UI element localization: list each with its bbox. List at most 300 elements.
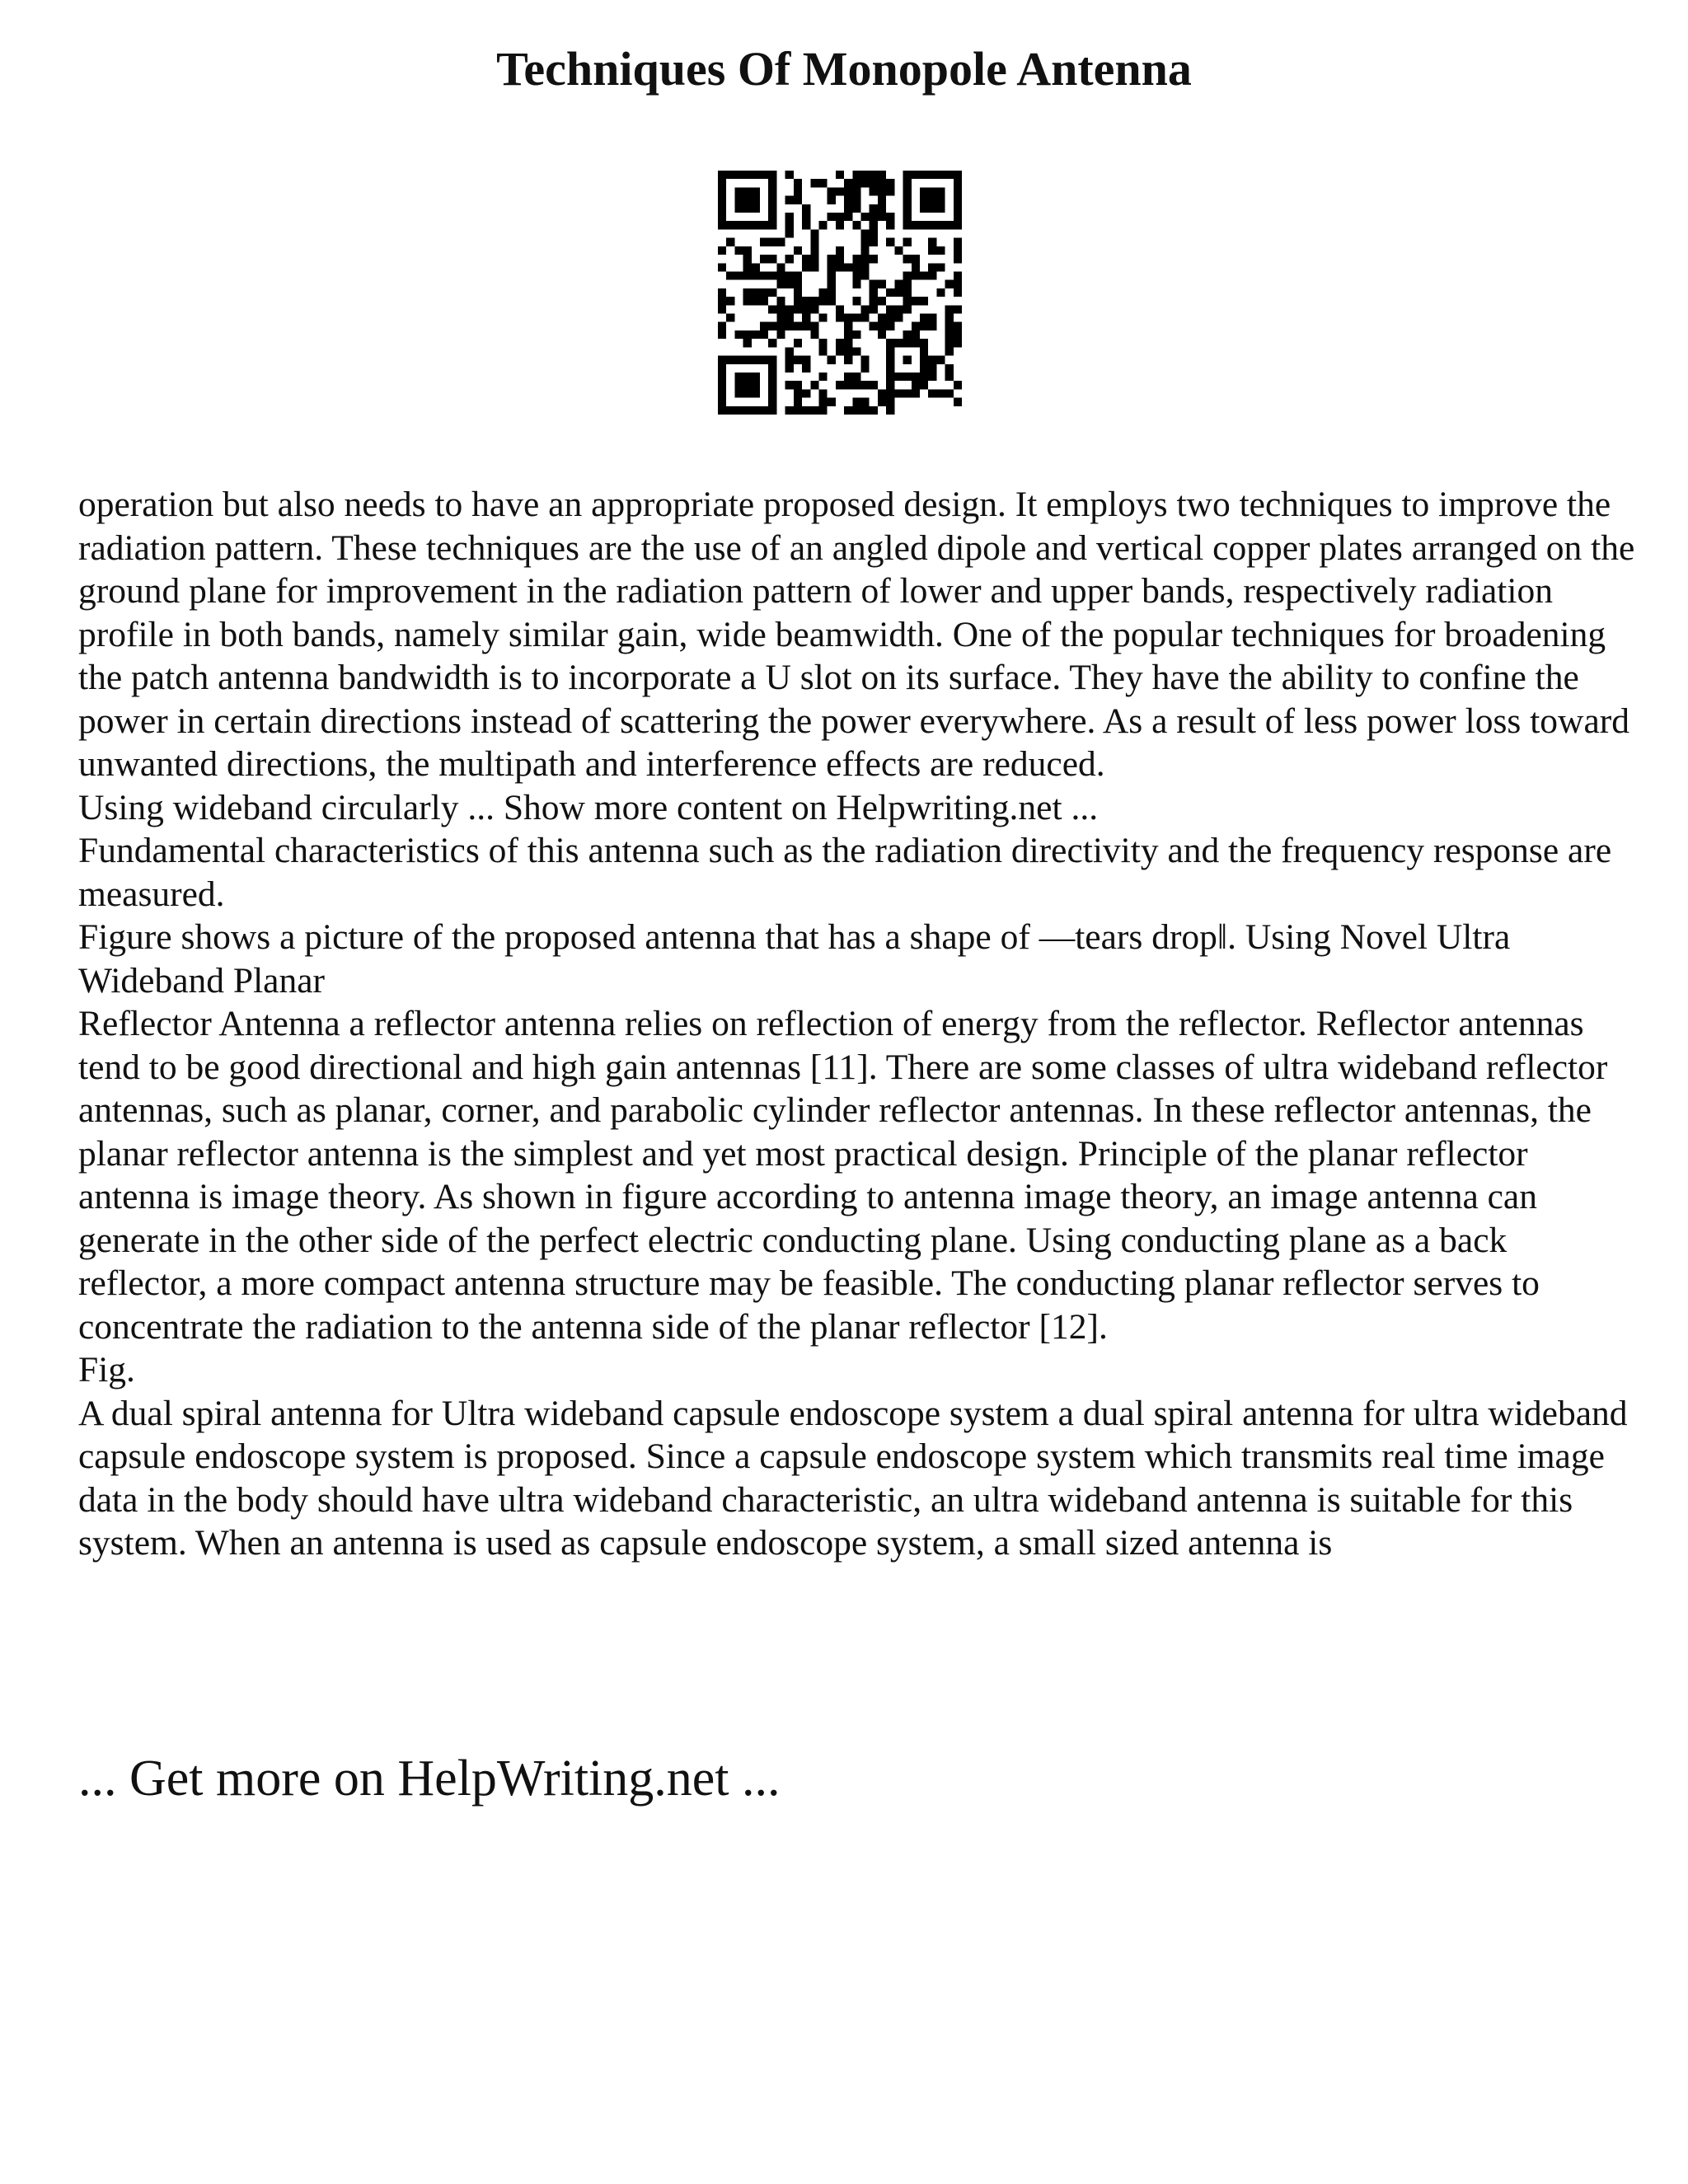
qr-module (768, 187, 776, 195)
qr-module (928, 196, 936, 204)
qr-module (844, 406, 852, 415)
qr-module (743, 271, 752, 279)
qr-module (870, 204, 878, 213)
qr-module (870, 381, 878, 389)
qr-module (912, 373, 920, 381)
qr-module (878, 322, 886, 330)
qr-module (718, 389, 726, 397)
qr-module (734, 271, 743, 279)
paragraph-show-more: Using wideband circularly ... Show more content on Helpwriting.net ... (78, 787, 1099, 827)
qr-module (718, 305, 726, 313)
qr-module (870, 280, 878, 288)
qr-module (810, 305, 818, 313)
qr-module (818, 288, 827, 297)
qr-module (828, 213, 836, 221)
qr-module (878, 196, 886, 204)
qr-module (752, 389, 760, 397)
qr-module (818, 221, 827, 229)
qr-module (878, 297, 886, 305)
qr-module (861, 271, 870, 279)
qr-module (886, 305, 894, 313)
qr-module (886, 373, 894, 381)
qr-module (734, 373, 743, 381)
qr-module (760, 271, 768, 279)
qr-module (828, 356, 836, 364)
qr-module (844, 314, 852, 322)
qr-module (794, 406, 802, 415)
qr-module (836, 246, 844, 255)
qr-module (928, 263, 936, 271)
qr-module (828, 297, 836, 305)
qr-module (954, 179, 962, 187)
qr-module (936, 221, 945, 229)
qr-module (726, 171, 734, 179)
qr-module (818, 398, 827, 406)
qr-module (870, 305, 878, 313)
qr-module (920, 356, 928, 364)
qr-module (844, 347, 852, 355)
qr-module (768, 271, 776, 279)
qr-module (878, 280, 886, 288)
qr-module (794, 389, 802, 397)
qr-module (886, 406, 894, 415)
qr-module (928, 356, 936, 364)
qr-module (776, 322, 785, 330)
qr-module (768, 171, 776, 179)
qr-module (920, 322, 928, 330)
qr-module (810, 246, 818, 255)
qr-module (760, 171, 768, 179)
document-title: Techniques Of Monopole Antenna (496, 42, 1192, 96)
qr-module (954, 187, 962, 195)
qr-module (828, 271, 836, 279)
qr-module (945, 347, 954, 355)
qr-module (752, 221, 760, 229)
qr-module (734, 221, 743, 229)
qr-module (912, 221, 920, 229)
qr-module (936, 196, 945, 204)
qr-module (912, 339, 920, 347)
qr-module (768, 389, 776, 397)
qr-module (810, 238, 818, 246)
qr-module (936, 187, 945, 195)
paragraph-dual-spiral: A dual spiral antenna for Ultra wideband capsule endoscope system a dual spiral antenna for ultra wideband capsule endoscope system is proposed. Since a capsule endoscope system which transmits real time image data in the body should have ultra wideband characteristic, an ultra wideband antenna is suitable for this system. When an antenna is used as capsule endoscope system, a small sized antenna is (78, 1393, 1628, 1563)
qr-module (718, 406, 726, 415)
qr-module (776, 330, 785, 339)
qr-module (828, 398, 836, 406)
qr-module (836, 381, 844, 389)
qr-module (776, 314, 785, 322)
qr-module (903, 221, 912, 229)
qr-module (802, 221, 810, 229)
qr-module (844, 213, 852, 221)
qr-module (894, 373, 903, 381)
qr-module (752, 381, 760, 389)
qr-module (794, 381, 802, 389)
qr-module (852, 314, 860, 322)
qr-module (743, 381, 752, 389)
qr-module (718, 196, 726, 204)
qr-module (718, 356, 726, 364)
qr-module (886, 356, 894, 364)
qr-module (954, 246, 962, 255)
qr-module (894, 288, 903, 297)
qr-module (844, 196, 852, 204)
qr-module (785, 229, 794, 237)
qr-module (920, 347, 928, 355)
qr-module (785, 305, 794, 313)
qr-module (920, 339, 928, 347)
qr-module (828, 187, 836, 195)
qr-module (861, 263, 870, 271)
qr-module (776, 297, 785, 305)
qr-module (743, 263, 752, 271)
qr-module (886, 288, 894, 297)
qr-module (852, 406, 860, 415)
qr-module (768, 221, 776, 229)
qr-module (912, 322, 920, 330)
qr-module (743, 204, 752, 213)
qr-module (794, 297, 802, 305)
qr-module (760, 238, 768, 246)
qr-module (928, 271, 936, 279)
qr-module (861, 381, 870, 389)
qr-module (828, 255, 836, 263)
qr-module (810, 297, 818, 305)
qr-module (718, 179, 726, 187)
qr-module (810, 406, 818, 415)
qr-module (718, 398, 726, 406)
qr-module (768, 204, 776, 213)
qr-module (802, 213, 810, 221)
qr-module (920, 297, 928, 305)
qr-module (936, 246, 945, 255)
qr-module (903, 339, 912, 347)
qr-module (920, 196, 928, 204)
qr-module (768, 255, 776, 263)
qr-module (776, 238, 785, 246)
qr-module (794, 280, 802, 288)
qr-module (785, 221, 794, 229)
qr-module (752, 406, 760, 415)
qr-module (726, 356, 734, 364)
qr-module (878, 171, 886, 179)
qr-module (768, 238, 776, 246)
qr-module (844, 373, 852, 381)
qr-module (852, 271, 860, 279)
qr-module (818, 347, 827, 355)
qr-module (768, 322, 776, 330)
qr-module (718, 263, 726, 271)
qr-module (743, 373, 752, 381)
qr-module (743, 196, 752, 204)
qr-module (785, 280, 794, 288)
qr-module (886, 364, 894, 373)
qr-module (912, 389, 920, 397)
qr-module (928, 389, 936, 397)
qr-module (861, 356, 870, 364)
qr-module (903, 280, 912, 288)
qr-module (936, 171, 945, 179)
qr-module (802, 297, 810, 305)
qr-module (852, 204, 860, 213)
qr-module (776, 280, 785, 288)
qr-module (903, 171, 912, 179)
qr-module (928, 364, 936, 373)
qr-module (954, 398, 962, 406)
qr-module (718, 297, 726, 305)
qr-module (768, 288, 776, 297)
qr-module (945, 364, 954, 373)
qr-module (954, 238, 962, 246)
paragraph-figure-tears-drop: Figure shows a picture of the proposed antenna that has a shape of ―tears drop‖. Using Novel Ultra Wideband Planar (78, 917, 1511, 1001)
qr-module (836, 255, 844, 263)
qr-module (794, 305, 802, 313)
qr-module (836, 213, 844, 221)
qr-module (928, 373, 936, 381)
qr-module (861, 179, 870, 187)
qr-module (752, 271, 760, 279)
qr-module (870, 179, 878, 187)
qr-module (954, 196, 962, 204)
qr-module (802, 314, 810, 322)
qr-module (945, 389, 954, 397)
qr-module (920, 187, 928, 195)
qr-module (852, 381, 860, 389)
qr-module (954, 339, 962, 347)
qr-module (954, 255, 962, 263)
qr-module (870, 406, 878, 415)
qr-module (794, 179, 802, 187)
qr-module (785, 347, 794, 355)
qr-module (878, 187, 886, 195)
qr-module (818, 373, 827, 381)
qr-module (920, 314, 928, 322)
qr-module (886, 187, 894, 195)
qr-module (734, 381, 743, 389)
qr-module (836, 221, 844, 229)
qr-module (878, 204, 886, 213)
qr-module (743, 288, 752, 297)
qr-module (936, 288, 945, 297)
qr-module (903, 356, 912, 364)
qr-module (954, 213, 962, 221)
qr-module (844, 179, 852, 187)
qr-module (818, 406, 827, 415)
qr-module (794, 246, 802, 255)
qr-module (734, 389, 743, 397)
qr-module (802, 322, 810, 330)
qr-module (734, 246, 743, 255)
qr-module (794, 187, 802, 195)
qr-module (818, 297, 827, 305)
get-more-link[interactable]: ... Get more on HelpWriting.net ... (78, 1750, 781, 1807)
qr-module (785, 271, 794, 279)
qr-module (718, 187, 726, 195)
qr-module (861, 305, 870, 313)
qr-module (894, 280, 903, 288)
qr-module (945, 339, 954, 347)
qr-module (810, 381, 818, 389)
qr-module (886, 389, 894, 397)
qr-module (726, 297, 734, 305)
qr-module (920, 221, 928, 229)
qr-module (886, 213, 894, 221)
qr-module (928, 322, 936, 330)
qr-module (802, 389, 810, 397)
qr-module (870, 322, 878, 330)
qr-module (861, 255, 870, 263)
qr-module (903, 204, 912, 213)
qr-module (886, 314, 894, 322)
qr-module (852, 187, 860, 195)
qr-module (768, 364, 776, 373)
qr-module (760, 322, 768, 330)
qr-module (785, 171, 794, 179)
qr-module (726, 238, 734, 246)
qr-module (760, 356, 768, 364)
qr-module (718, 288, 726, 297)
qr-module (870, 187, 878, 195)
qr-module (844, 356, 852, 364)
qr-module (752, 297, 760, 305)
qr-module (794, 322, 802, 330)
qr-module (936, 204, 945, 213)
qr-module (861, 238, 870, 246)
qr-module (912, 381, 920, 389)
qr-module (802, 305, 810, 313)
qr-module (903, 196, 912, 204)
qr-module (870, 213, 878, 221)
qr-module (894, 246, 903, 255)
qr-module (760, 221, 768, 229)
qr-module (936, 356, 945, 364)
qr-module (734, 204, 743, 213)
qr-module (743, 221, 752, 229)
qr-module (776, 263, 785, 271)
qr-module (903, 255, 912, 263)
qr-module (903, 373, 912, 381)
qr-module (743, 187, 752, 195)
paragraph-fig: Fig. (78, 1350, 135, 1390)
qr-module (785, 255, 794, 263)
qr-module (954, 322, 962, 330)
qr-module (878, 330, 886, 339)
qr-module (852, 347, 860, 355)
qr-module (861, 364, 870, 373)
qr-module (903, 213, 912, 221)
qr-module (954, 271, 962, 279)
qr-module (852, 398, 860, 406)
qr-module (768, 356, 776, 364)
qr-module (894, 389, 903, 397)
qr-module (870, 221, 878, 229)
qr-module (852, 171, 860, 179)
qr-module (802, 406, 810, 415)
qr-module (852, 330, 860, 339)
qr-module (852, 263, 860, 271)
qr-module (743, 356, 752, 364)
qr-module (785, 381, 794, 389)
qr-module (878, 179, 886, 187)
qr-module (928, 171, 936, 179)
qr-module (776, 271, 785, 279)
qr-module (818, 339, 827, 347)
paragraph-radiation-techniques: operation but also needs to have an appropriate proposed design. It employs two techniques to improve the radiation pattern. These techniques are the use of an angled dipole and vertical copper plates arranged on the ground plane for improvement in the radiation pattern of lower and upper bands, respectively radiation profile in both bands, namely similar gain, wide beamwidth. One of the popular techniques for broadening the patch antenna bandwidth is to incorporate a U slot on its surface. They have the ability to confine the power in certain directions instead of scattering the power everywhere. As a result of less power loss toward unwanted directions, the multipath and interference effects are reduced. (78, 485, 1635, 784)
qr-module (785, 196, 794, 204)
qr-module (743, 255, 752, 263)
qr-module (886, 221, 894, 229)
qr-module (818, 389, 827, 397)
paragraph-reflector-antenna: Reflector Antenna a reflector antenna relies on reflection of energy from the reflector. Reflector antennas tend to be good directional and high gain antennas [11]. There are some classes of ultra wideband reflector antennas, such as planar, corner, and parabolic cylinder reflector antennas. In these reflector antennas, the planar reflector antenna is the simplest and yet most practical design. Principle of the planar reflector antenna is image theory. As shown in figure according to antenna image theory, an image antenna can generate in the other side of the perfect electric conducting plane. Using conducting plane as a back reflector, a more compact antenna structure may be feasible. The conducting planar reflector serves to concentrate the radiation to the antenna side of the planar reflector [12]. (78, 1004, 1608, 1347)
qr-module (743, 246, 752, 255)
qr-module (768, 305, 776, 313)
qr-module (802, 356, 810, 364)
qr-module (928, 204, 936, 213)
qr-module (912, 330, 920, 339)
qr-module (743, 171, 752, 179)
paragraph-fundamental-characteristics: Fundamental characteristics of this antenna such as the radiation directivity and the frequency response are measured. (78, 831, 1612, 914)
qr-module (785, 356, 794, 364)
qr-module (903, 297, 912, 305)
qr-module (954, 280, 962, 288)
qr-module (945, 305, 954, 313)
qr-module (954, 221, 962, 229)
qr-module (785, 314, 794, 322)
qr-module (743, 297, 752, 305)
qr-module (912, 255, 920, 263)
qr-module (945, 373, 954, 381)
qr-module (768, 179, 776, 187)
qr-module (886, 347, 894, 355)
qr-module (802, 263, 810, 271)
qr-module (785, 213, 794, 221)
qr-module (886, 381, 894, 389)
qr-module (752, 263, 760, 271)
qr-module (734, 196, 743, 204)
qr-module (844, 263, 852, 271)
qr-module (945, 330, 954, 339)
qr-module (794, 288, 802, 297)
qr-module (836, 347, 844, 355)
qr-code-icon[interactable] (718, 171, 962, 415)
qr-module (726, 314, 734, 322)
qr-module (954, 288, 962, 297)
qr-module (718, 373, 726, 381)
qr-module (861, 398, 870, 406)
qr-module (852, 373, 860, 381)
qr-module (945, 221, 954, 229)
qr-module (912, 171, 920, 179)
qr-module (920, 204, 928, 213)
qr-module (903, 179, 912, 187)
qr-module (802, 364, 810, 373)
qr-module (810, 330, 818, 339)
qr-module (718, 204, 726, 213)
qr-module (878, 398, 886, 406)
qr-module (928, 187, 936, 195)
qr-module (734, 356, 743, 364)
qr-module (894, 314, 903, 322)
qr-module (802, 204, 810, 213)
qr-module (828, 288, 836, 297)
qr-module (852, 280, 860, 288)
document-body (78, 483, 1636, 1565)
qr-module (945, 322, 954, 330)
qr-module (954, 204, 962, 213)
qr-module (912, 271, 920, 279)
qr-module (718, 381, 726, 389)
